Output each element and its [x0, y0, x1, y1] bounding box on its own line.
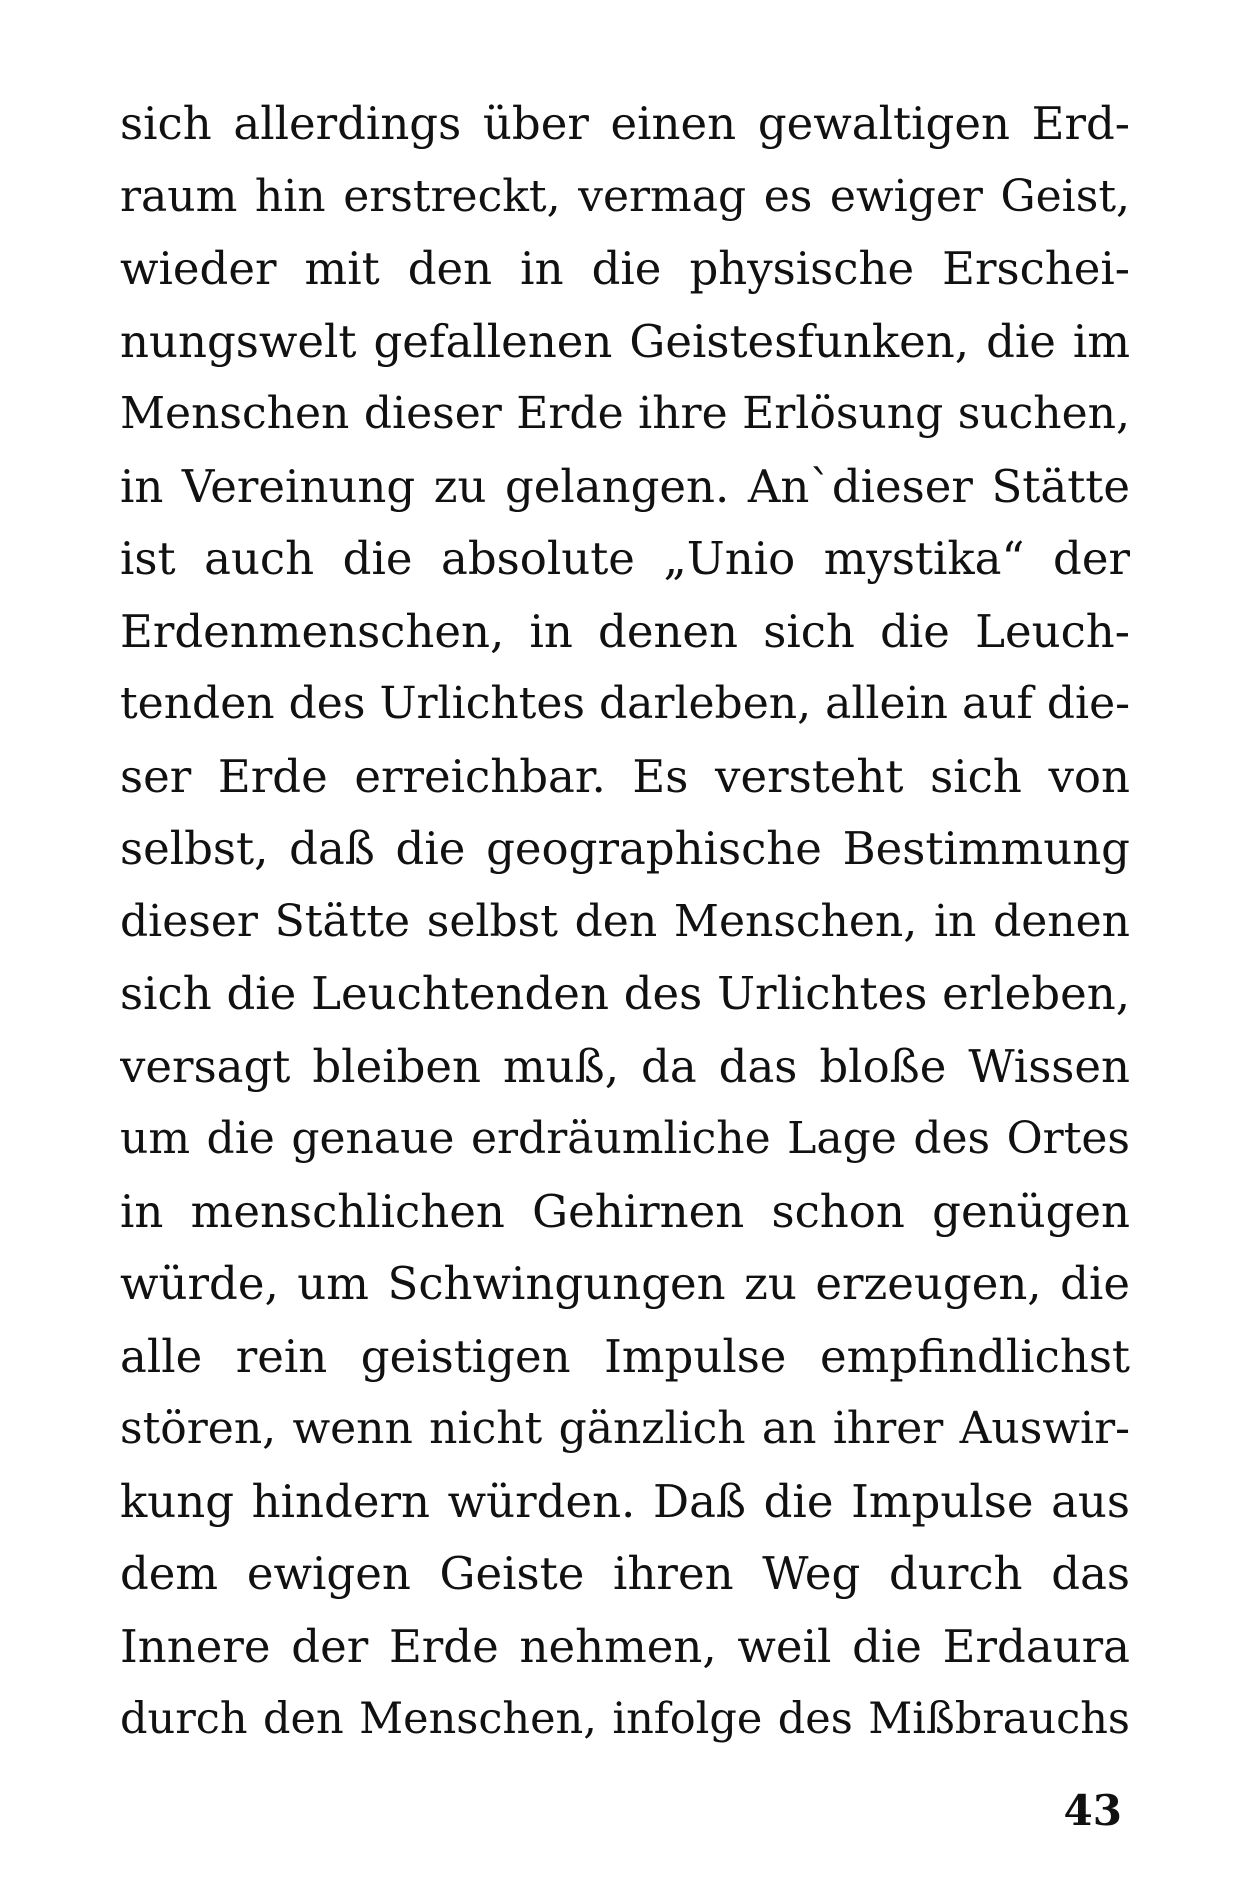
text-line: dieser Stätte selbst den Menschen, in denen — [120, 895, 1130, 947]
text-line: ist auch die absolute „Unio mystika“ der — [120, 532, 1130, 585]
page-number: 43 — [1063, 1786, 1122, 1835]
text-line: tenden des Urlichtes darleben, allein auf die- — [120, 678, 1130, 729]
text-line: selbst, daß die geographische Bestimmung — [120, 822, 1130, 875]
text-line: stören, wenn nicht gänzlich an ihrer Auswir- — [120, 1403, 1130, 1454]
text-line: Erdenmenschen, in denen sich die Leuch- — [120, 604, 1130, 658]
text-line: durch den Menschen, infolge des Mißbrauchs — [120, 1694, 1130, 1744]
text-line: alle rein geistigen Impulse empfindlichst — [120, 1329, 1130, 1383]
text-line: sich allerdings über einen gewaltigen Erd- — [120, 97, 1130, 150]
text-line: Innere der Erde nehmen, weil die Erdaura — [120, 1619, 1130, 1673]
text-line: um die genaue erdräumliche Lage des Ortes — [120, 1113, 1130, 1164]
text-line: würde, um Schwingungen zu erzeugen, die — [120, 1257, 1130, 1310]
text-line: raum hin erstreckt, vermag es ewiger Geist, — [120, 170, 1130, 222]
text-line: wieder mit den in die physische Erschei- — [120, 242, 1130, 295]
text-line: Menschen dieser Erde ihre Erlösung suchen, — [120, 388, 1130, 439]
text-line: dem ewigen Geiste ihren Weg durch das — [120, 1547, 1130, 1600]
text-line: nungswelt gefallenen Geistesfunken, die im — [120, 314, 1130, 368]
text-line: kung hindern würden. Daß die Impulse aus — [120, 1474, 1130, 1528]
text-line: sich die Leuchtenden des Urlichtes erleben, — [120, 967, 1130, 1020]
text-line: versagt bleiben muß, da das bloße Wissen — [120, 1039, 1130, 1093]
text-line: in Vereinung zu gelangen. An`dieser Stätte — [120, 459, 1130, 513]
text-line: ser Erde erreichbar. Es versteht sich von — [120, 749, 1130, 803]
text-line: in menschlichen Gehirnen schon genügen — [120, 1184, 1130, 1238]
body-text — [120, 88, 1130, 1756]
